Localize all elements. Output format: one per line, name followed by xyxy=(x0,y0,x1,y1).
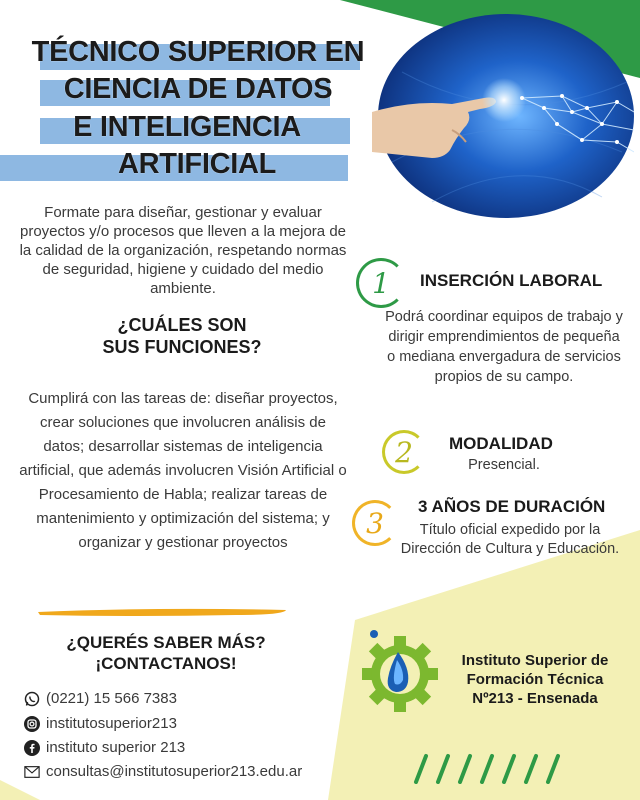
institute-line-3: Nº213 - Ensenada xyxy=(472,690,598,707)
instagram-icon xyxy=(24,716,40,732)
contact-phone-text: (0221) 15 566 7383 xyxy=(46,690,177,707)
item-2-title: MODALIDAD xyxy=(449,434,553,453)
item-1-title: INSERCIÓN LABORAL xyxy=(420,271,603,290)
functions-heading-line-2: SUS FUNCIONES? xyxy=(102,337,262,357)
mail-icon xyxy=(24,764,40,780)
number-2-label: 2 xyxy=(395,435,413,469)
contact-email-text: consultas@institutosuperior213.edu.ar xyxy=(46,763,303,780)
contact-facebook-text: instituto superior 213 xyxy=(46,739,186,756)
contact-heading xyxy=(44,632,288,674)
contact-email[interactable] xyxy=(24,763,302,780)
institute-name xyxy=(440,651,630,708)
contact-heading-line-1: ¿QUERÉS SABER MÁS? xyxy=(66,633,266,652)
contact-phone[interactable] xyxy=(24,690,177,707)
title-line-1: TÉCNICO SUPERIOR EN xyxy=(31,36,365,68)
orange-brush-divider xyxy=(36,606,288,618)
ai-hand-image xyxy=(372,12,634,222)
green-slashes-decoration xyxy=(412,752,572,784)
title-line-4: ARTIFICIAL xyxy=(117,148,277,180)
intro-text: Formate para diseñar, gestionar y evaluar proyectos y/o procesos que lleven a la mejora de la calidad de la organización, respetando normas de seguridad, higiene y cuidado del medio ambiente. xyxy=(19,204,347,297)
whatsapp-icon xyxy=(24,691,40,707)
item-2-text: Presencial. xyxy=(468,457,540,473)
functions-heading xyxy=(58,314,306,358)
contact-instagram-text: institutosuperior213 xyxy=(46,715,177,732)
title-line-2: CIENCIA DE DATOS xyxy=(63,73,333,105)
contact-facebook[interactable] xyxy=(24,739,185,756)
number-1-label: 1 xyxy=(372,266,390,300)
institute-line-1: Instituto Superior de xyxy=(461,652,609,669)
number-3-badge xyxy=(352,500,398,546)
number-3-label: 3 xyxy=(366,506,384,540)
functions-heading-line-1: ¿CUÁLES SON xyxy=(117,315,247,335)
contact-instagram[interactable] xyxy=(24,715,177,732)
number-1-badge xyxy=(356,258,406,308)
title-line-3: E INTELIGENCIA xyxy=(73,111,301,143)
gear-logo-icon xyxy=(360,628,440,714)
item-3-title: 3 AÑOS DE DURACIÓN xyxy=(418,497,606,516)
number-2-badge xyxy=(382,430,426,474)
item-1-text: Podrá coordinar equipos de trabajo y dirigir emprendimientos de pequeña o mediana envergadura de servicios propios de su campo. xyxy=(385,309,623,385)
institute-line-2: Formación Técnica xyxy=(466,671,604,688)
functions-text: Cumplirá con las tareas de: diseñar proyectos, crear soluciones que involucren análisis de datos; desarrollar sistemas de inteligencia artificial, que además involucren Visión Artificial o Procesamiento de Habla; realizar tareas de mantenimiento y optimización del sistema; y organizar y gestionar proyectos xyxy=(19,390,347,551)
item-3-text: Título oficial expedido por la Dirección de Cultura y Educación. xyxy=(400,522,620,557)
contact-heading-line-2: ¡CONTACTANOS! xyxy=(95,654,237,673)
facebook-icon xyxy=(24,740,40,756)
